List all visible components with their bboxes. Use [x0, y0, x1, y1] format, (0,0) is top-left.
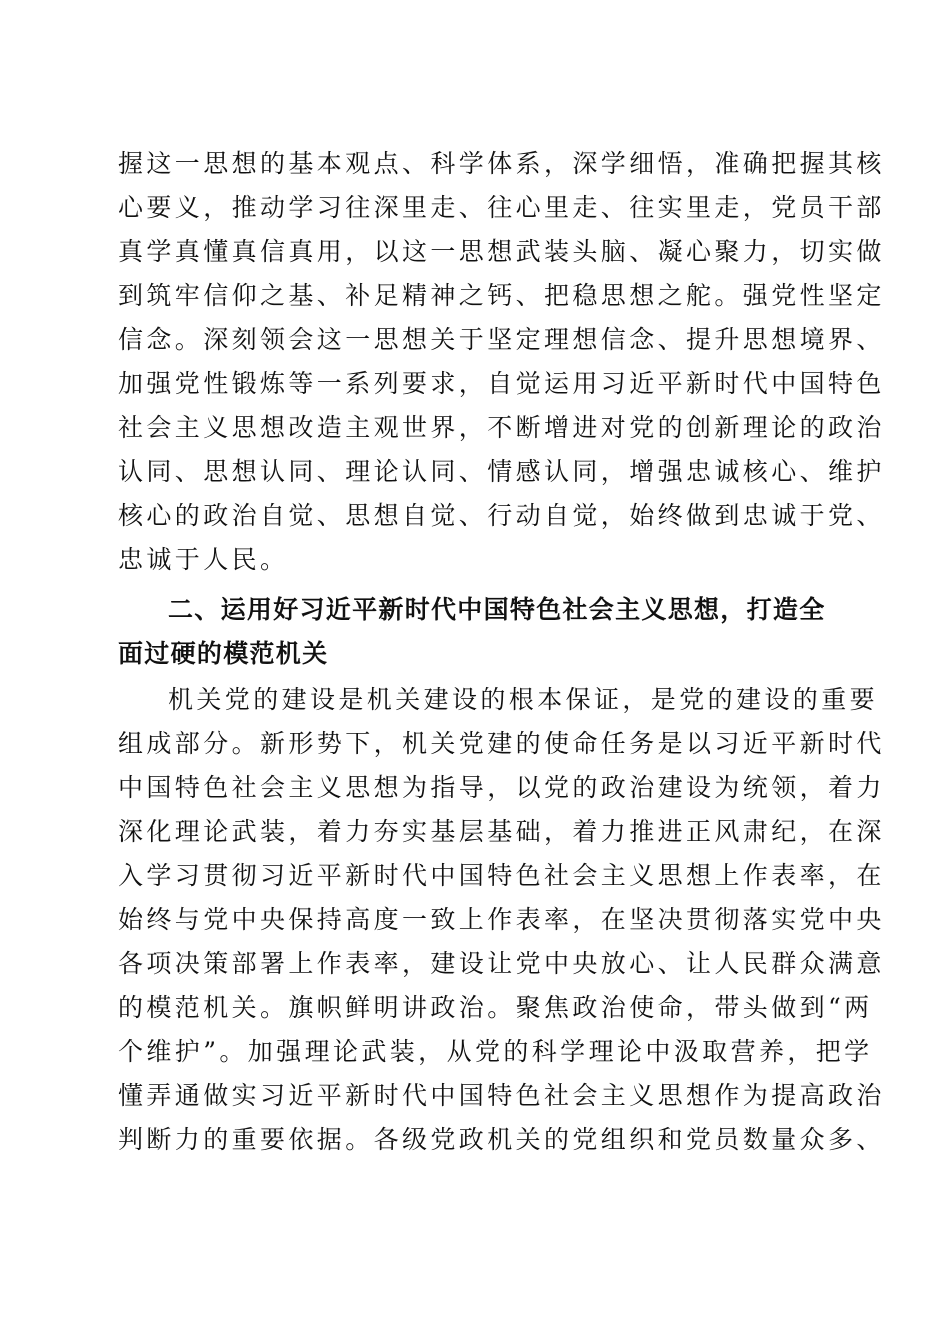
body-text-line: 中国特色社会主义思想为指导，以党的政治建设为统领，着力	[118, 773, 885, 802]
body-text-line: 入学习贯彻习近平新时代中国特色社会主义思想上作表率，在	[118, 861, 885, 890]
body-text-line: 的模范机关。旗帜鲜明讲政治。聚焦政治使命，带头做到“两	[118, 993, 873, 1022]
body-text-line: 社会主义思想改造主观世界，不断增进对党的创新理论的政治	[118, 413, 885, 442]
body-text-line: 到筑牢信仰之基、补足精神之钙、把稳思想之舵。强党性坚定	[118, 281, 885, 310]
body-text-line: 握这一思想的基本观点、科学体系，深学细悟，准确把握其核	[118, 149, 885, 178]
body-text-line: 判断力的重要依据。各级党政机关的党组织和党员数量众多、	[118, 1125, 885, 1154]
body-text-line: 真学真懂真信真用，以这一思想武装头脑、凝心聚力，切实做	[118, 237, 885, 266]
body-text-line: 加强党性锻炼等一系列要求，自觉运用习近平新时代中国特色	[118, 369, 885, 398]
body-text-line: 组成部分。新形势下，机关党建的使命任务是以习近平新时代	[118, 729, 885, 758]
body-text-line: 心要义，推动学习往深里走、往心里走、往实里走，党员干部	[118, 193, 885, 222]
body-text-line: 深化理论武装，着力夯实基层基础，着力推进正风肃纪，在深	[118, 817, 885, 846]
body-text-line: 始终与党中央保持高度一致上作表率，在坚决贯彻落实党中央	[118, 905, 885, 934]
body-text-line: 各项决策部署上作表率，建设让党中央放心、让人民群众满意	[118, 949, 885, 978]
body-text-line: 个维护”。加强理论武装，从党的科学理论中汲取营养，把学	[118, 1037, 873, 1066]
section-heading: 面过硬的模范机关	[118, 639, 329, 668]
body-text-line: 认同、思想认同、理论认同、情感认同，增强忠诚核心、维护	[118, 457, 885, 486]
body-text-line: 懂弄通做实习近平新时代中国特色社会主义思想作为提高政治	[118, 1081, 885, 1110]
body-text-line: 核心的政治自觉、思想自觉、行动自觉，始终做到忠诚于党、	[118, 501, 885, 530]
section-heading: 二、运用好习近平新时代中国特色社会主义思想，打造全	[168, 595, 826, 624]
body-text-line: 忠诚于人民。	[118, 545, 289, 574]
body-text-line: 机关党的建设是机关建设的根本保证，是党的建设的重要	[168, 685, 879, 714]
body-text-line: 信念。深刻领会这一思想关于坚定理想信念、提升思想境界、	[118, 325, 885, 354]
